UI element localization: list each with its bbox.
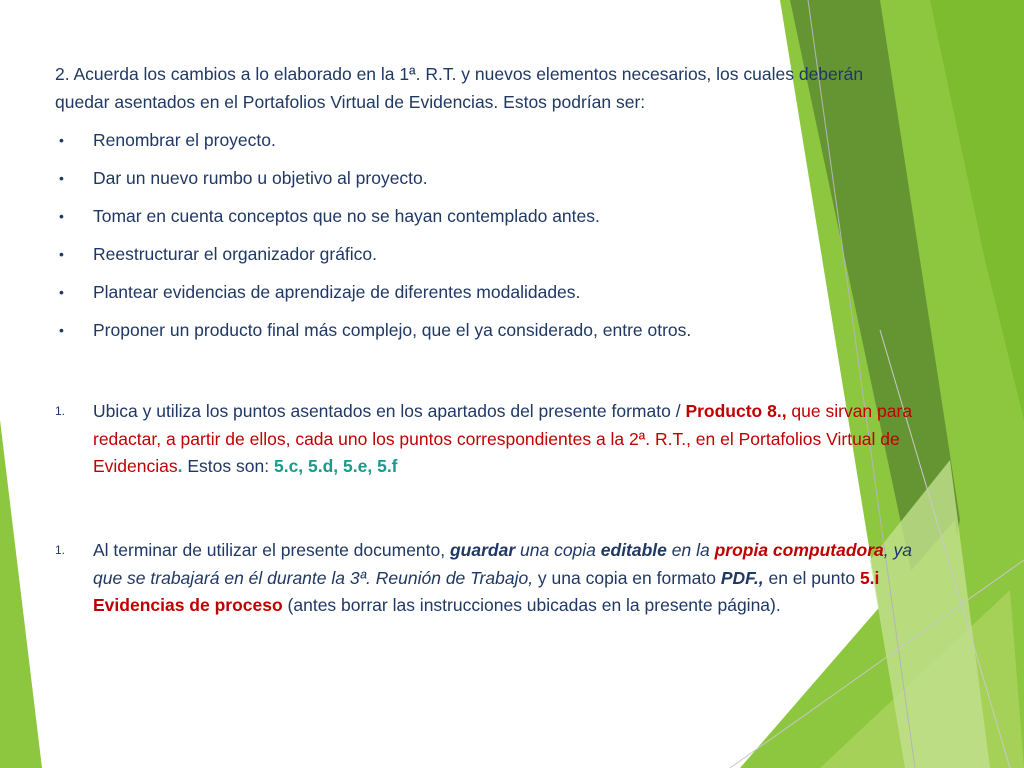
editable-text: editable [600,540,667,560]
list-item [55,278,915,316]
item1-estos: Estos son [182,456,265,476]
item1-part2: que sirvan para redactar, a partir de ellos, cada uno los puntos correspondientes a la 2ª. R.T., en el Portafolios Virtual de Evidencias [93,401,913,476]
item2-part4: , ya que se trabajará en él durante la 3ª. Reunión de Trabajo, [93,540,912,588]
bullet-icon: • [59,246,64,262]
list-item [55,202,915,240]
numbered-item-1 [55,398,925,481]
item2-part3: en la [666,540,715,560]
numbered-item-1-text [93,398,925,481]
item2-part7: (antes borrar las instrucciones ubicadas en la presente página). [282,595,781,615]
pdf-text: PDF., [720,567,764,588]
list-item [55,126,915,164]
bullet-icon: • [59,132,64,148]
bullet-text: Plantear evidencias de aprendizaje de diferentes modalidades. [93,282,581,302]
propia-computadora-text: propia computadora [714,540,884,560]
bullet-text: Proponer un producto final más complejo, que el ya considerado, entre otros. [93,320,692,340]
list-number: 1. [55,543,66,557]
bullet-list [55,126,915,354]
bullet-icon: • [59,322,64,338]
item1-part4: : [264,456,274,476]
item1-part3-dot: . [177,456,183,476]
numbered-item-2 [55,537,925,620]
points-list: 5.c, 5.d, 5.e, 5.f [273,456,398,476]
item2-part6: en el punto [763,567,860,588]
bullet-icon: • [59,170,64,186]
bullet-text: Dar un nuevo rumbo u objetivo al proyecto. [93,168,428,188]
bullet-text: Renombrar el proyecto. [93,130,276,150]
bullet-icon: • [59,208,64,224]
list-number: 1. [55,404,66,418]
bullet-icon: • [59,284,64,300]
item2-part2: una copia [515,540,601,560]
guardar-text: guardar [449,540,516,560]
evidencias-proceso-text: 5.i Evidencias de proceso [93,567,880,615]
bullet-text: Tomar en cuenta conceptos que no se hayan contemplado antes. [93,206,600,226]
item2-part1: Al terminar de utilizar el presente documento, [93,540,450,560]
product-reference: Producto 8., [685,401,787,421]
intro-paragraph: 2. Acuerda los cambios a lo elaborado en la 1ª. R.T. y nuevos elementos necesarios, los cuales deberán quedar asentados en el Portafolios Virtual de Evidencias. Estos podrían ser: [55,64,864,112]
item1-part1: Ubica y utiliza los puntos asentados en los apartados del presente formato / [93,401,686,421]
item2-part5: y una copia en formato [533,567,721,588]
numbered-item-2-text [93,537,925,620]
list-item [55,164,915,202]
bullet-text: Reestructurar el organizador gráfico. [93,244,378,264]
list-item [55,316,915,354]
list-item [55,240,915,278]
